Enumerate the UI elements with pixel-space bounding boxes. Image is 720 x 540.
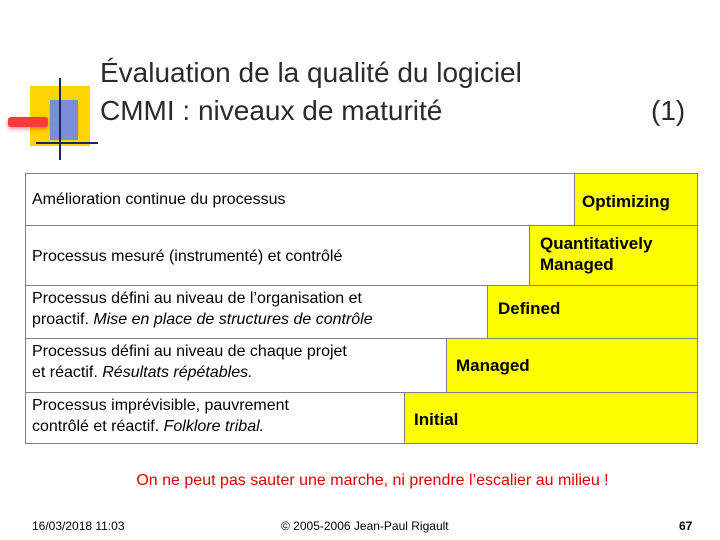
level-name-initial: Initial — [414, 410, 459, 429]
slide-title-number: (1) — [651, 95, 686, 126]
desc-text-line2 — [32, 309, 481, 330]
decor-red-bar — [8, 117, 48, 127]
level-description-quantitatively-managed — [25, 225, 530, 286]
slide-subtitle: CMMI : niveaux de maturité — [100, 95, 443, 126]
page-number: 67 — [679, 519, 693, 533]
level-name-defined: Defined — [498, 299, 561, 318]
desc-text: Processus défini au niveau de l’organisation et — [32, 290, 362, 307]
level-name-managed: Managed — [456, 356, 530, 375]
level-description-optimizing — [25, 173, 575, 226]
level-name-quantitatively-managed — [540, 233, 652, 275]
desc-italic-text: Mise en place de structures de contrôle — [93, 311, 373, 328]
level-description-defined — [25, 285, 488, 339]
level-name-optimizing: Optimizing — [582, 192, 670, 211]
desc-text: Amélioration continue du processus — [32, 191, 286, 208]
decor-horizontal-line — [36, 142, 98, 144]
desc-text: et réactif. — [32, 364, 103, 381]
desc-text-line2 — [32, 362, 440, 383]
desc-italic-text: Folklore tribal. — [163, 418, 265, 435]
desc-text: Processus imprévisible, pauvrement — [32, 397, 289, 414]
desc-text-line2 — [32, 416, 398, 437]
desc-text: contrôlé et réactif. — [32, 418, 164, 435]
desc-italic-text: Résultats répétables. — [102, 364, 253, 381]
level-description-initial — [25, 392, 405, 444]
desc-text: Processus défini au niveau de chaque projet — [32, 343, 347, 360]
decor-vertical-line — [59, 78, 61, 160]
level-description-managed — [25, 338, 447, 393]
desc-text: Processus mesuré (instrumenté) et contrôlé — [32, 248, 343, 265]
footer-note: On ne peut pas sauter une marche, ni prendre l’escalier au milieu ! — [136, 472, 609, 489]
slide-title: Évaluation de la qualité du logiciel — [100, 57, 522, 88]
level-name-line2: Managed — [540, 255, 614, 274]
level-name-line1: Quantitatively — [540, 234, 653, 253]
decor-blue-square — [50, 100, 78, 140]
footer-date: 16/03/2018 11:03 — [32, 519, 125, 533]
footer-copyright: © 2005-2006 Jean-Paul Rigault — [281, 519, 449, 533]
desc-text: proactif. — [32, 311, 94, 328]
